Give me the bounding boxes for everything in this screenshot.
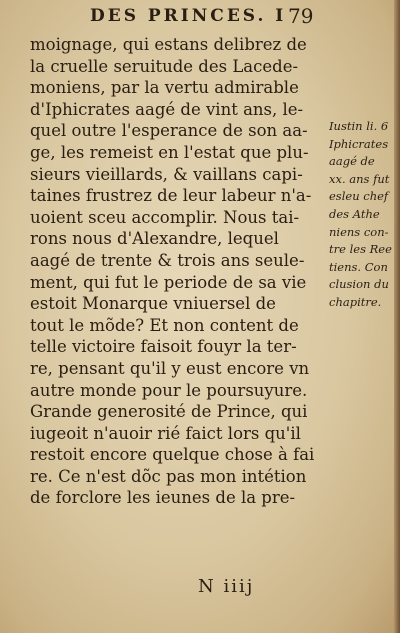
- text-line: Grande generosité de Prince, qui: [30, 402, 308, 422]
- text-line: re, pensant qu'il y eust encore vn: [30, 358, 310, 378]
- page-gutter-shadow: [394, 0, 400, 633]
- marginal-note-line: chapitre.: [329, 294, 382, 309]
- text-line: uoient sceu accomplir. Nous tai-: [30, 207, 300, 227]
- text-line: ment, qui fut le periode de sa vie: [30, 272, 307, 292]
- text-line: autre monde pour le poursuyure.: [30, 380, 308, 400]
- marginal-note-line: aagé de: [329, 154, 375, 169]
- text-line: taines frustrez de leur labeur n'a-: [30, 186, 312, 206]
- text-line: moniens, par la vertu admirable: [30, 78, 299, 98]
- page-number: 79: [288, 4, 314, 28]
- signature-mark: N iiij: [198, 576, 255, 597]
- text-line: de forclore les ieunes de la pre-: [30, 488, 296, 508]
- marginal-note-line: clusion du: [329, 277, 389, 292]
- text-line: restoit encore quelque chose à fai: [30, 445, 315, 465]
- text-line: iugeoit n'auoir rié faict lors qu'il: [30, 423, 301, 443]
- marginal-note-line: tre les Ree: [329, 242, 392, 257]
- running-head: DES PRINCES. I: [90, 6, 287, 26]
- marginal-note-line: des Athe: [329, 206, 380, 221]
- page-header: [0, 4, 400, 34]
- main-text-block: [30, 34, 326, 509]
- marginal-note-line: niens con-: [329, 224, 389, 239]
- text-line: tout le mõde? Et non content de: [30, 315, 299, 335]
- text-line: ge, les remeist en l'estat que plu-: [30, 142, 309, 162]
- text-line: estoit Monarque vniuersel de: [30, 294, 276, 314]
- marginal-note-line: xx. ans fut: [329, 171, 390, 186]
- marginal-note-line: tiens. Con: [329, 259, 388, 274]
- text-line: d'Iphicrates aagé de vint ans, le-: [30, 99, 304, 119]
- text-line: telle victoire faisoit fouyr la ter-: [30, 337, 297, 357]
- marginal-note-line: Iphicrates: [329, 136, 389, 151]
- text-line: quel outre l'esperance de son aa-: [30, 121, 308, 141]
- text-line: la cruelle seruitude des Lacede-: [30, 56, 299, 76]
- text-line: rons nous d'Alexandre, lequel: [30, 229, 279, 249]
- text-line: aagé de trente & trois ans seule-: [30, 250, 305, 270]
- text-line: sieurs vieillards, & vaillans capi-: [30, 164, 303, 184]
- text-line: moignage, qui estans delibrez de: [30, 35, 307, 54]
- marginal-note-line: esleu chef: [329, 189, 389, 204]
- marginal-note: [329, 118, 397, 312]
- text-line: re. Ce n'est dõc pas mon intétion: [30, 466, 307, 486]
- marginal-note-line: Iustin li. 6: [329, 119, 389, 133]
